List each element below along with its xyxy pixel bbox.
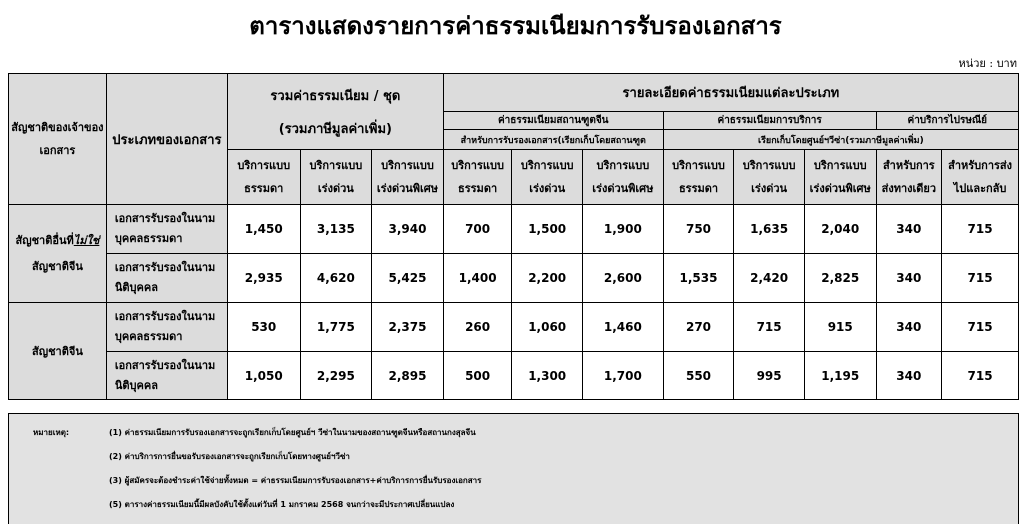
value-cell: 2,040	[804, 205, 876, 254]
value-cell: 715	[942, 303, 1019, 352]
page-title: ตารางแสดงรายการค่าธรรมเนียมการรับรองเอกสาร	[249, 11, 782, 40]
value-cell: 340	[876, 303, 942, 352]
value-cell: 1,900	[583, 205, 664, 254]
note-item: (5) ตารางค่าธรรมเนียมนี้มีผลบังคับใช้ตั้งแต่วันที่ 1 มกราคม 2568 จนกว่าจะมีประกาศเปลี่ยนแปลง	[109, 500, 455, 509]
col-total-normal: บริการแบบ ธรรมดา	[227, 150, 300, 205]
table-row	[9, 254, 1019, 303]
col-postal-return: สำหรับการส่ง ไปและกลับ	[942, 150, 1019, 205]
notes-label: หมายเหตุ:	[33, 428, 70, 437]
value-cell: 550	[663, 352, 734, 400]
value-cell: 995	[734, 352, 805, 400]
header-nationality: สัญชาติของเจ้าของเอกสาร	[9, 74, 107, 205]
value-cell: 1,535	[663, 254, 734, 303]
value-cell: 750	[663, 205, 734, 254]
nationality-non-chinese: สัญชาติอื่นที่ไม่ใช่ สัญชาติจีน	[9, 205, 107, 303]
value-cell: 915	[804, 303, 876, 352]
doc-type-cell: เอกสารรับรองในนามนิติบุคคล	[106, 352, 227, 400]
note-item: (2) ค่าบริการการยื่นขอรับรองเอกสารจะถูกเรียกเก็บโดยทางศูนย์ฯวีซ่า	[109, 452, 350, 461]
value-cell: 340	[876, 254, 942, 303]
table-row	[9, 352, 1019, 400]
notes-box	[8, 413, 1019, 524]
col-consulate-urgent: บริการแบบ เร่งด่วน	[512, 150, 583, 205]
value-cell: 1,300	[512, 352, 583, 400]
value-cell: 1,700	[583, 352, 664, 400]
header-total-group: รวมค่าธรรมเนียม / ชุด (รวมภาษีมูลค่าเพิ่ม)	[227, 74, 443, 150]
col-consulate-express: บริการแบบ เร่งด่วนพิเศษ	[583, 150, 664, 205]
value-cell: 1,195	[804, 352, 876, 400]
doc-type-cell: เอกสารรับรองในนามนิติบุคคล	[106, 254, 227, 303]
value-cell: 1,450	[227, 205, 300, 254]
value-cell: 1,500	[512, 205, 583, 254]
value-cell: 1,060	[512, 303, 583, 352]
value-cell: 530	[227, 303, 300, 352]
note-item: (1) ค่าธรรมเนียมการรับรองเอกสารจะถูกเรียกเก็บโดยศูนย์ฯ วีซ่าในนามของสถานฑูตจีนหรือสถานกงสุลจีน	[109, 428, 476, 437]
value-cell: 2,420	[734, 254, 805, 303]
value-cell: 715	[942, 352, 1019, 400]
note-item: (3) ผู้สมัครจะต้องชำระค่าใช้จ่ายทั้งหมด = ค่าธรรมเนียมการรับรองเอกสาร+ค่าบริการการยื่นรับรองเอกสาร	[109, 476, 482, 485]
col-service-normal: บริการแบบ ธรรมดา	[663, 150, 734, 205]
header-service-sub: เรียกเก็บโดยศูนย์ฯวีซ่า(รวมภาษีมูลค่าเพิ่ม)	[663, 130, 1018, 150]
value-cell: 1,460	[583, 303, 664, 352]
doc-type-cell: เอกสารรับรองในนามบุคคลธรรมดา	[106, 205, 227, 254]
value-cell: 2,825	[804, 254, 876, 303]
doc-type-cell: เอกสารรับรองในนามบุคคลธรรมดา	[106, 303, 227, 352]
value-cell: 3,940	[372, 205, 444, 254]
header-postal-group: ค่าบริการไปรษณีย์	[876, 112, 1018, 130]
col-total-express: บริการแบบ เร่งด่วนพิเศษ	[372, 150, 444, 205]
value-cell: 700	[443, 205, 512, 254]
value-cell: 2,895	[372, 352, 444, 400]
header-doc-type: ประเภทของเอกสาร	[106, 74, 227, 205]
value-cell: 4,620	[300, 254, 372, 303]
value-cell: 1,400	[443, 254, 512, 303]
table-row	[9, 205, 1019, 254]
unit-label: หน่วย : บาท	[958, 57, 1017, 70]
value-cell: 5,425	[372, 254, 444, 303]
value-cell: 715	[942, 254, 1019, 303]
value-cell: 3,135	[300, 205, 372, 254]
col-postal-oneway: สำหรับการ ส่งทางเดียว	[876, 150, 942, 205]
value-cell: 1,775	[300, 303, 372, 352]
value-cell: 2,935	[227, 254, 300, 303]
col-service-urgent: บริการแบบ เร่งด่วน	[734, 150, 805, 205]
value-cell: 1,050	[227, 352, 300, 400]
header-detail-group: รายละเอียดค่าธรรมเนียมแต่ละประเภท	[443, 74, 1018, 112]
value-cell: 2,600	[583, 254, 664, 303]
value-cell: 2,375	[372, 303, 444, 352]
value-cell: 340	[876, 205, 942, 254]
value-cell: 260	[443, 303, 512, 352]
value-cell: 270	[663, 303, 734, 352]
value-cell: 340	[876, 352, 942, 400]
col-total-urgent: บริการแบบ เร่งด่วน	[300, 150, 372, 205]
value-cell: 2,200	[512, 254, 583, 303]
header-consulate-group: ค่าธรรมเนียมสถานฑูตจีน	[443, 112, 663, 130]
value-cell: 500	[443, 352, 512, 400]
value-cell: 715	[734, 303, 805, 352]
col-service-express: บริการแบบ เร่งด่วนพิเศษ	[804, 150, 876, 205]
table-row	[9, 303, 1019, 352]
header-consulate-sub: สำหรับการรับรองเอกสาร(เรียกเก็บโดยสถานฑูต	[443, 130, 663, 150]
header-service-group: ค่าธรรมเนียมการบริการ	[663, 112, 876, 130]
nationality-chinese: สัญชาติจีน	[9, 303, 107, 400]
value-cell: 715	[942, 205, 1019, 254]
value-cell: 1,635	[734, 205, 805, 254]
fee-table	[8, 73, 1019, 400]
value-cell: 2,295	[300, 352, 372, 400]
col-consulate-normal: บริการแบบ ธรรมดา	[443, 150, 512, 205]
